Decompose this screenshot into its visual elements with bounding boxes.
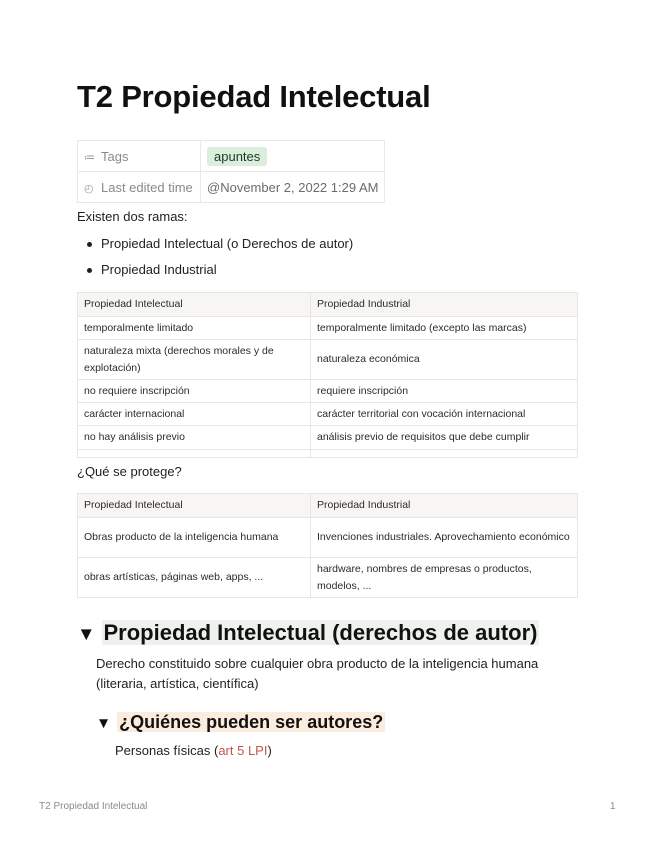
property-row-tags bbox=[78, 141, 385, 172]
property-key bbox=[78, 172, 201, 203]
property-label: Last edited time bbox=[101, 179, 193, 195]
table-row bbox=[78, 558, 578, 598]
table-cell: carácter territorial con vocación internacional bbox=[311, 403, 578, 426]
property-value: @November 2, 2022 1:29 AM bbox=[201, 172, 385, 203]
table-cell bbox=[78, 450, 311, 458]
table-header-row bbox=[78, 494, 578, 518]
table-cell: Obras producto de la inteligencia humana bbox=[78, 518, 311, 558]
property-value bbox=[201, 141, 385, 172]
subsection-text bbox=[115, 741, 272, 761]
subsection-heading-text: ¿Quiénes pueden ser autores? bbox=[119, 712, 384, 732]
table-row-empty bbox=[78, 450, 578, 458]
list-item: Propiedad Intelectual (o Derechos de autor) bbox=[77, 234, 353, 260]
table-cell: análisis previo de requisitos que debe cumplir bbox=[311, 426, 578, 450]
toggle-triangle-icon[interactable]: ▼ bbox=[77, 623, 96, 644]
comparison-table bbox=[77, 292, 578, 458]
law-reference-link[interactable]: art 5 LPI bbox=[218, 743, 268, 758]
intro-text: Existen dos ramas: bbox=[77, 209, 188, 224]
clock-icon: ◴ bbox=[84, 182, 94, 195]
table-row bbox=[78, 426, 578, 450]
page-number: 1 bbox=[610, 801, 616, 812]
table-cell: naturaleza económica bbox=[311, 340, 578, 380]
text-fragment: ) bbox=[267, 743, 272, 758]
table-row bbox=[78, 317, 578, 340]
table-cell: no requiere inscripción bbox=[78, 380, 311, 403]
properties-table bbox=[77, 140, 385, 203]
page-title: T2 Propiedad Intelectual bbox=[77, 79, 431, 114]
table-cell: naturaleza mixta (derechos morales y de explotación) bbox=[78, 340, 311, 380]
table-cell: hardware, nombres de empresas o productos, modelos, ... bbox=[311, 558, 578, 598]
table-cell: requiere inscripción bbox=[311, 380, 578, 403]
list-item: Propiedad Industrial bbox=[77, 260, 353, 286]
table-cell: temporalmente limitado (excepto las marcas) bbox=[311, 317, 578, 340]
toggle-triangle-icon[interactable]: ▼ bbox=[96, 715, 112, 732]
column-header: Propiedad Intelectual bbox=[78, 494, 311, 518]
footer-title: T2 Propiedad Intelectual bbox=[39, 801, 148, 812]
table-cell: obras artísticas, páginas web, apps, ... bbox=[78, 558, 311, 598]
table-cell: no hay análisis previo bbox=[78, 426, 311, 450]
property-row-last-edited bbox=[78, 172, 385, 203]
table-row bbox=[78, 403, 578, 426]
text-fragment: Personas físicas ( bbox=[115, 743, 219, 758]
column-header: Propiedad Industrial bbox=[311, 293, 578, 317]
section-text-line: Derecho constituido sobre cualquier obra producto de la inteligencia humana bbox=[96, 656, 539, 671]
column-header: Propiedad Intelectual bbox=[78, 293, 311, 317]
section-heading bbox=[77, 620, 539, 646]
table-row bbox=[78, 380, 578, 403]
subsection-heading bbox=[96, 712, 385, 733]
table-cell: temporalmente limitado bbox=[78, 317, 311, 340]
property-label: Tags bbox=[101, 148, 129, 164]
section-text-line: (literaria, artística, científica) bbox=[96, 676, 259, 691]
table-cell: carácter internacional bbox=[78, 403, 311, 426]
list-icon: ≔ bbox=[84, 151, 95, 164]
table-row bbox=[78, 518, 578, 558]
table-row bbox=[78, 340, 578, 380]
table-cell bbox=[311, 450, 578, 458]
table-cell: Invenciones industriales. Aprovechamiento económico bbox=[311, 518, 578, 558]
property-key bbox=[78, 141, 201, 172]
column-header: Propiedad Industrial bbox=[311, 494, 578, 518]
protection-table bbox=[77, 493, 578, 598]
section-heading-text: Propiedad Intelectual (derechos de autor) bbox=[103, 620, 538, 645]
table-header-row bbox=[78, 293, 578, 317]
question-text: ¿Qué se protege? bbox=[77, 464, 182, 479]
tag-badge[interactable]: apuntes bbox=[207, 147, 267, 166]
bullet-list bbox=[77, 234, 353, 286]
